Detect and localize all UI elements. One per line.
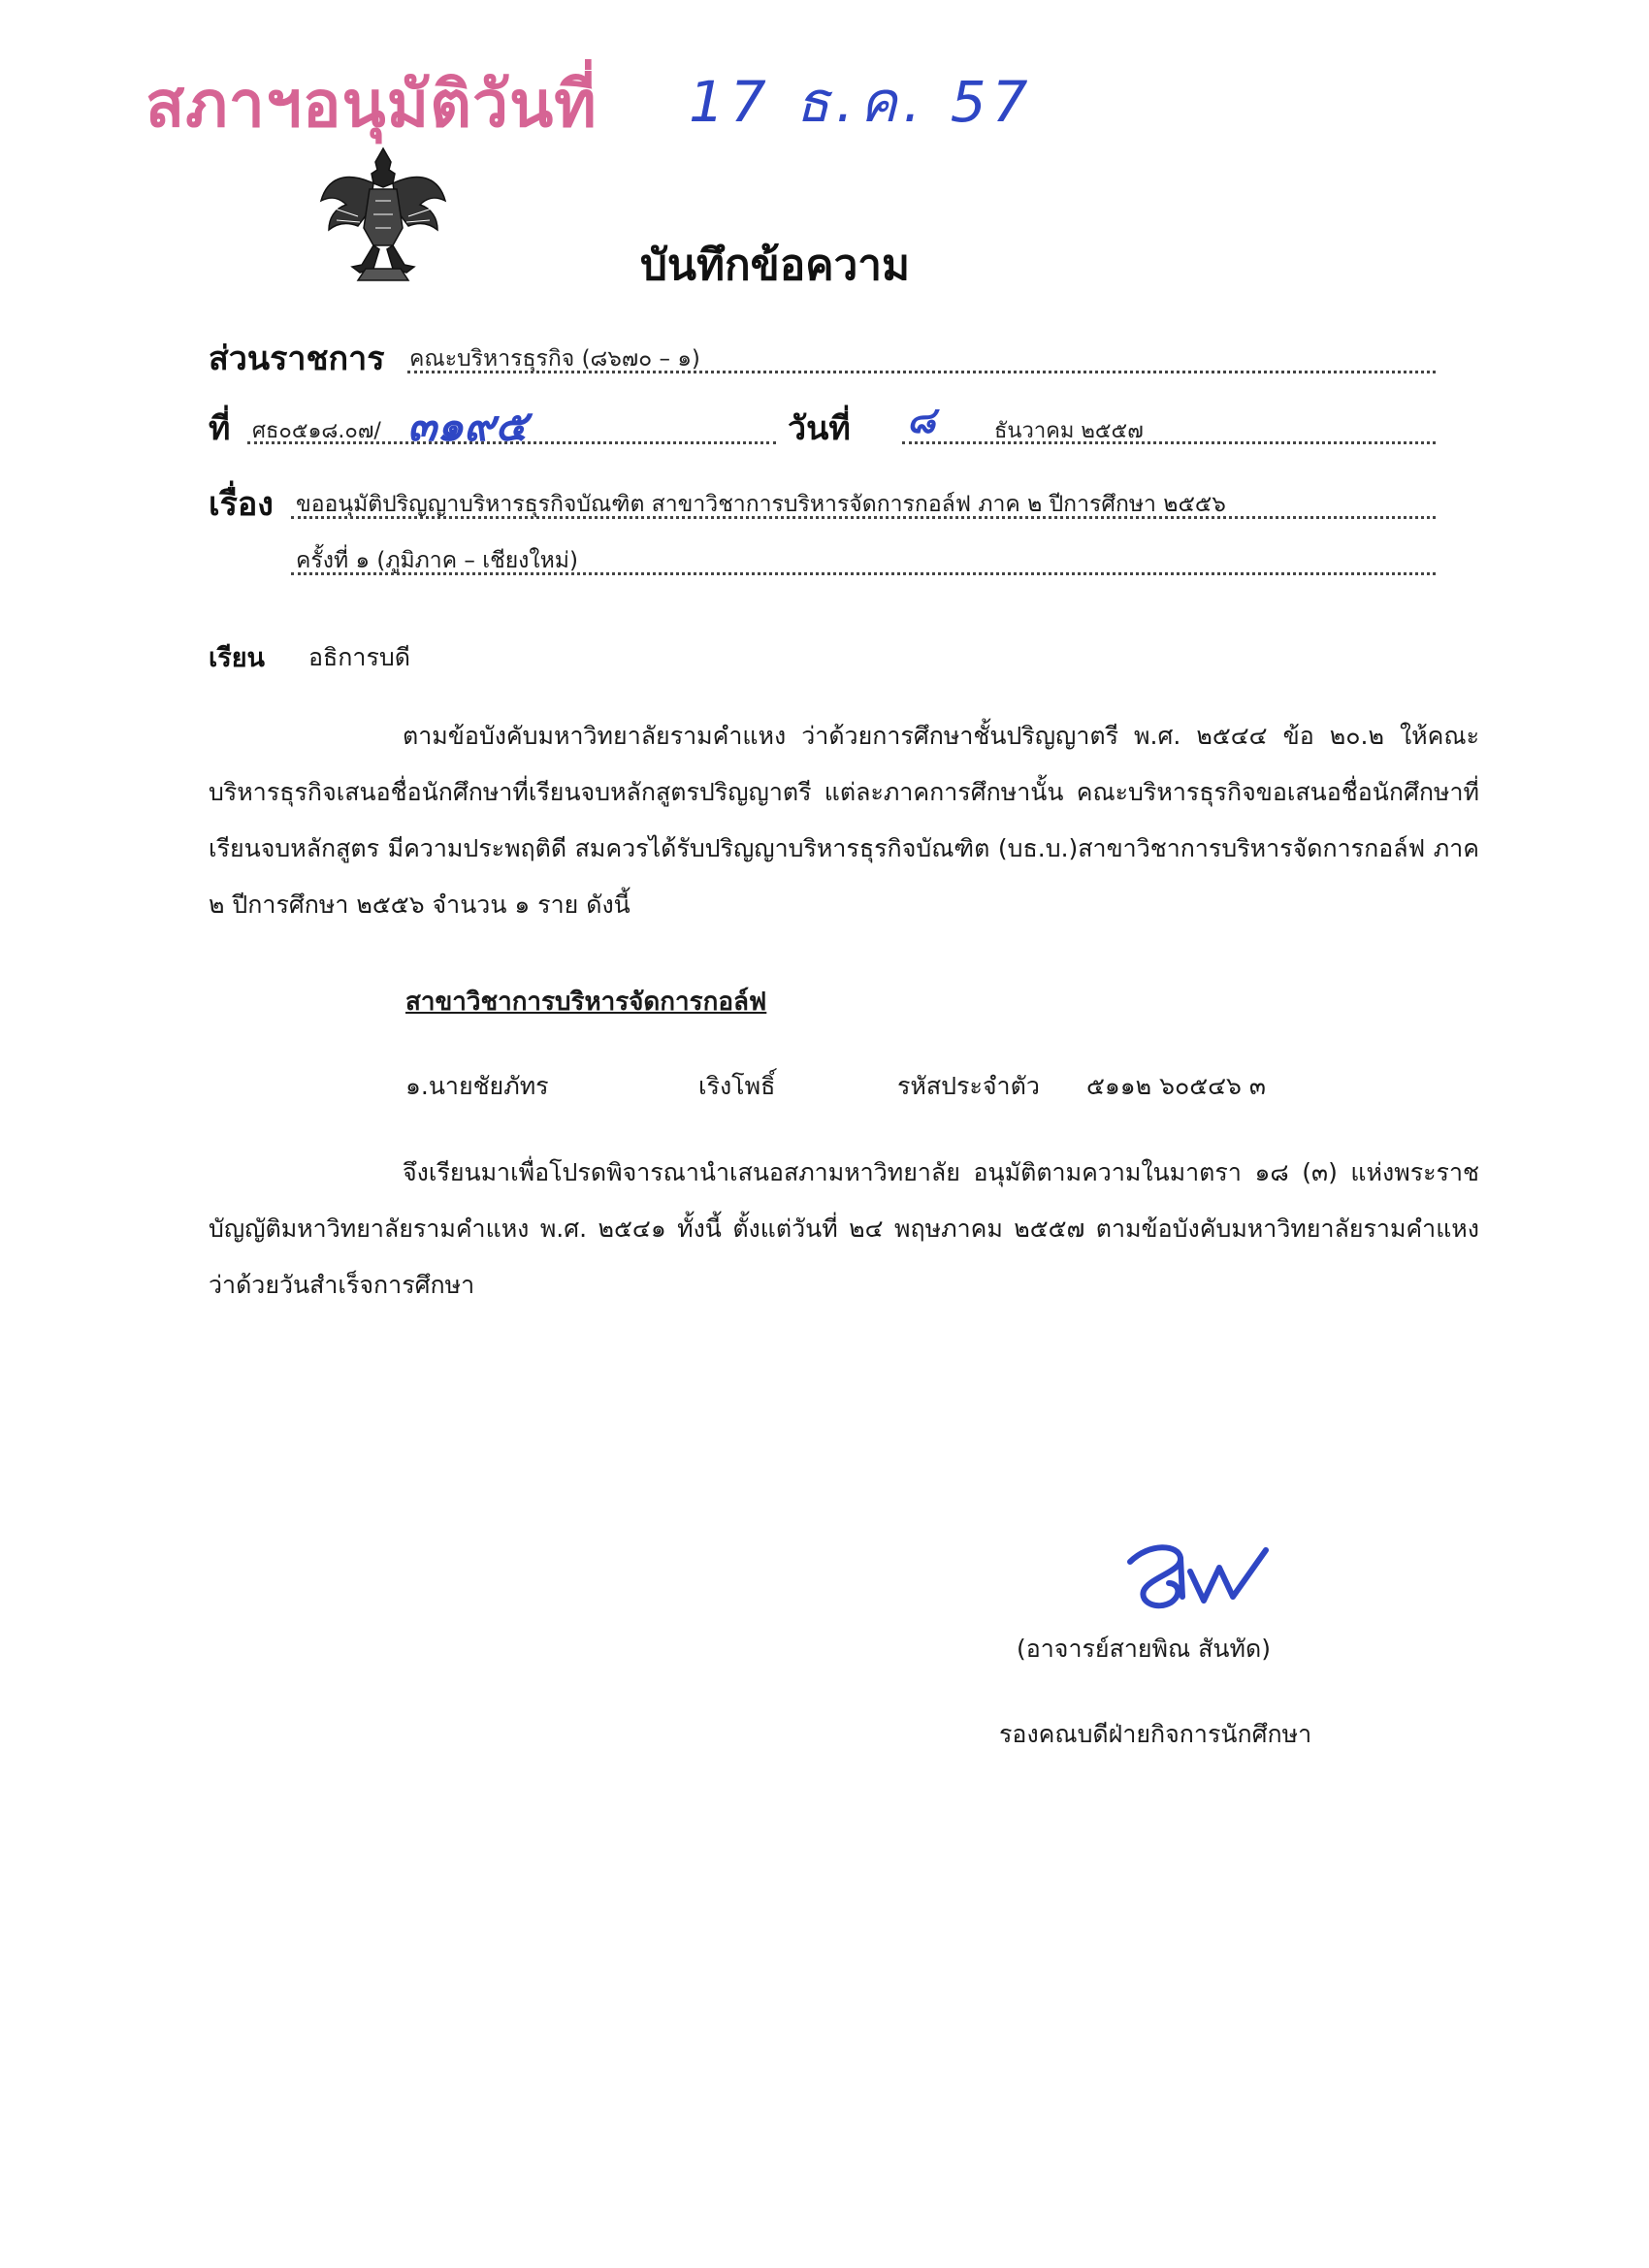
signer-name: (อาจารย์สายพิณ สันทัด) (1017, 1635, 1271, 1663)
body-paragraph-1: ตามข้อบังคับมหาวิทยาลัยรามคำแหง ว่าด้วยการศึกษาชั้นปริญญาตรี พ.ศ. ๒๕๔๔ ข้อ ๒๐.๒ ให้คณะบริหารธุรกิจเสนอชื่อนักศึกษาที่เรียนจบหลักสูตรปริญญาตรี แต่ละภาคการศึกษานั้น คณะบริหารธุรกิจขอเสนอชื่อนักศึกษาที่เรียนจบหลักสูตร มีความประพฤติดี สมควรได้รับปริญญาบริหารธุรกิจบัณฑิต (บธ.บ.)สาขาวิชาการบริหารจัดการกอล์ฟ ภาค ๒ ปีการศึกษา ๒๕๕๖ จำนวน ๑ ราย ดังนี้ (209, 722, 1479, 919)
handwritten-signature (1111, 1533, 1305, 1620)
garuda-emblem-icon (315, 141, 451, 286)
subject-label: เรื่อง (209, 485, 274, 524)
approval-stamp: สภาฯอนุมัติวันที่ (146, 66, 598, 142)
student-name: ๑.นายชัยภัทร (405, 1072, 549, 1100)
handwritten-date: 17 ธ.ค. 57 (689, 69, 1034, 135)
subject-dotted-line-1 (291, 516, 1436, 519)
date-label: วันที่ (788, 409, 851, 448)
addressee-label: เรียน (209, 643, 266, 673)
date-handwritten-day: ๘ (907, 399, 936, 441)
office-value: คณะบริหารธุรกิจ (๘๖๗๐ – ๑) (409, 346, 700, 372)
addressee-value: อธิการบดี (308, 643, 410, 671)
number-label: ที่ (209, 409, 231, 448)
student-id-label: รหัสประจำตัว (897, 1072, 1040, 1100)
memo-title: บันทึกข้อความ (640, 241, 911, 290)
date-dotted-line (902, 441, 1436, 444)
student-surname: เริงโพธิ์ (698, 1072, 776, 1100)
subject-dotted-line-2 (291, 572, 1436, 575)
office-label: ส่วนราชการ (209, 340, 385, 378)
body-paragraph-2: จึงเรียนมาเพื่อโปรดพิจารณานำเสนอสภามหาวิทยาลัย อนุมัติตามความในมาตรา ๑๘ (๓) แห่งพระราชบัญญัติมหาวิทยาลัยรามคำแหง พ.ศ. ๒๕๔๑ ทั้งนี้ ตั้งแต่วันที่ ๒๔ พฤษภาคม ๒๕๕๗ ตามข้อบังคับมหาวิทยาลัยรามคำแหง ว่าด้วยวันสำเร็จการศึกษา (209, 1158, 1479, 1299)
signer-title: รองคณบดีฝ่ายกิจการนักศึกษา (999, 1720, 1312, 1748)
student-id: ๕๑๑๒ ๖๐๕๔๖ ๓ (1086, 1072, 1266, 1100)
major-heading: สาขาวิชาการบริหารจัดการกอล์ฟ (405, 988, 767, 1017)
subject-line-2: ครั้งที่ ๑ (ภูมิภาค – เชียงใหม่) (296, 548, 578, 573)
date-month-year: ธันวาคม ๒๕๕๗ (994, 419, 1144, 443)
number-dotted-line (247, 441, 776, 444)
office-dotted-line (407, 371, 1436, 373)
number-prefix: ศธ๐๕๑๘.๐๗/ (252, 419, 381, 443)
number-handwritten: ๓๑๙๕ (407, 402, 528, 451)
subject-line-1: ขออนุมัติปริญญาบริหารธุรกิจบัณฑิต สาขาวิชาการบริหารจัดการกอล์ฟ ภาค ๒ ปีการศึกษา ๒๕๕๖ (296, 492, 1226, 517)
